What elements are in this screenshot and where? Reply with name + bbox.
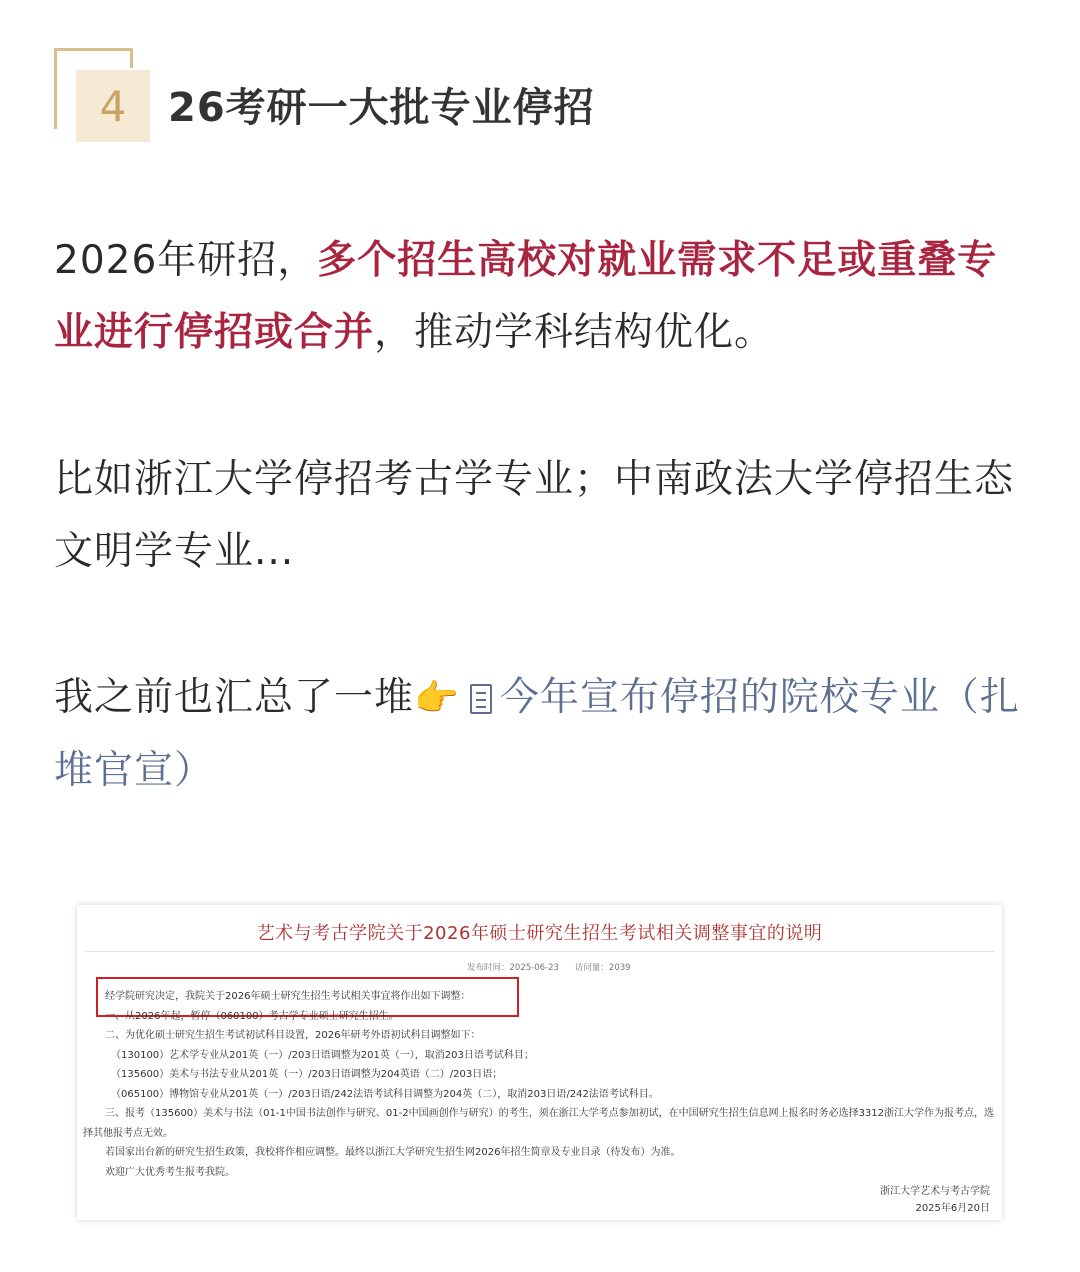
paragraph-3: [54, 662, 1034, 807]
para1-highlight: 多个招生高校对就业需求不足或重叠专业进行停招或合并: [54, 238, 998, 355]
paragraph-2: 比如浙江大学停招考古学专业；中南政法大学停招生态文明学专业...: [54, 457, 1015, 574]
notice-line: 二、为优化硕士研究生招生考试初试科目设置，2026年研考外语初试科目调整如下：: [105, 1030, 481, 1041]
notice-signature: [880, 1183, 990, 1217]
section-number: 4: [76, 70, 150, 142]
pointing-right-icon: 👉: [414, 678, 460, 719]
notice-line: （130100）艺术学专业从201英（一）/203日语调整为201英（一），取消203日语考试科目；: [111, 1049, 534, 1061]
notice-title: 艺术与考古学院关于2026年硕士研究生招生考试相关调整事宜的说明: [256, 923, 823, 944]
notice-line: 三、报考（135600）美术与书法（01-1中国书法创作与研究、01-2中国画创作与研究）的考生，须在浙江大学考点参加初试，在中国研究生招生信息网上报名时务必选择3312浙江大学作为报考点，选择其他报考点无效。: [83, 1108, 995, 1139]
view-count: 访问量：2039: [574, 963, 631, 973]
notice-body: [83, 987, 995, 1182]
notice-line: 欢迎广大优秀考生报考我院。: [105, 1166, 235, 1178]
section-title: 26考研一大批专业停招: [168, 85, 595, 131]
signature-org: 浙江大学艺术与考古学院: [880, 1186, 990, 1197]
notice-meta: [467, 961, 647, 973]
notice-line: 一、从2026年起，暂停（060100）考古学专业硕士研究生招生。: [105, 1010, 399, 1022]
paragraph-1: [54, 225, 1034, 369]
section-header: [54, 48, 1054, 148]
notice-line: （065100）博物馆专业从201英（一）/203日语/242法语考试科目调整为204英（二），取消203日语/242法语考试科目。: [111, 1088, 659, 1100]
document-icon: [470, 684, 492, 714]
para3-prefix: 我之前也汇总了一堆: [54, 675, 415, 720]
article-link-text[interactable]: 今年宣布停招的院校专业（扎堆官宣）: [54, 675, 1020, 793]
para1-prefix: 2026年研招，: [54, 238, 318, 283]
notice-screenshot: [77, 905, 1002, 1220]
number-frame-tick: [130, 48, 133, 68]
para1-suffix: ，推动学科结构优化。: [374, 310, 775, 355]
notice-line: 若国家出台新的研究生招生政策，我校将作相应调整。最终以浙江大学研究生招生网2026年招生简章及专业目录（待发布）为准。: [105, 1147, 681, 1158]
signature-date: 2025年6月20日: [915, 1203, 990, 1214]
notice-divider: [85, 951, 994, 952]
notice-line: 经学院研究决定，我院关于2026年硕士研究生招生考试相关事宜将作出如下调整：: [105, 991, 471, 1002]
publish-time: 发布时间：2025-06-23: [467, 963, 559, 973]
notice-line: （135600）美术与书法专业从201英（一）/203日语调整为204英语（二）/203日语；: [111, 1069, 503, 1080]
